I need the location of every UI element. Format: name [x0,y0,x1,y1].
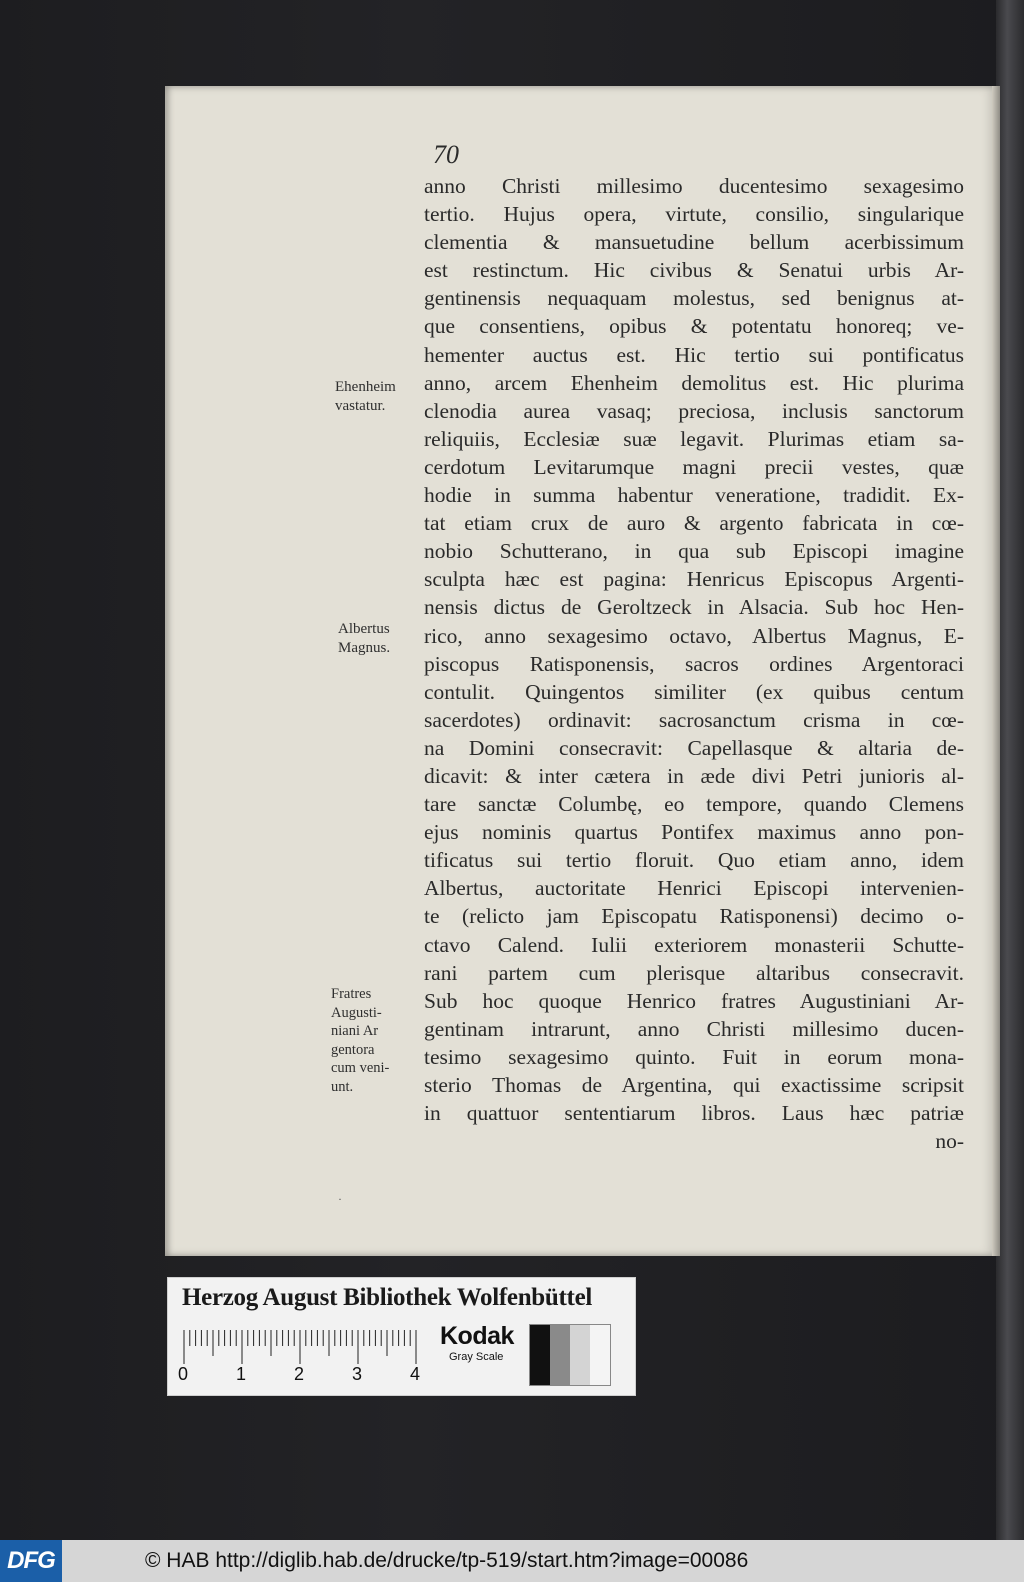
text-line: tificatus sui tertio floruit. Quo etiam anno, idem [424,848,964,873]
text-line: nobio Schutterano, in qua sub Episcopi imagine [424,539,964,564]
text-line: rico, anno sexagesimo octavo, Albertus Magnus, E- [424,623,964,648]
text-line: na Domini consecravit: Capellasque & altaria de- [424,735,964,760]
text-line: nensis dictus de Geroltzeck in Alsacia. Sub hoc Hen- [424,595,964,620]
margin-note-line: vastatur. [335,398,386,414]
text-line: piscopus Ratisponensis, sacros ordines Argentoraci [424,651,964,676]
library-title: Herzog August Bibliothek Wolfenbüttel [182,1284,593,1311]
text-line: clementia & mansuetudine bellum acerbissimum [424,230,964,255]
dfg-logo: DFG [0,1540,62,1582]
gray-scale-label: Gray Scale [449,1351,504,1363]
ruler-number: 1 [236,1364,247,1384]
text-line: hementer auctus est. Hic tertio sui pontificatus [424,342,964,367]
page-number: 70 [433,140,459,169]
text-line: sacerdotes) ordinavit: sacrosanctum crisma in cœ- [424,707,964,732]
text-line: tat etiam crux de auro & argento fabricata in cœ- [424,511,964,536]
text-line: anno, arcem Ehenheim demolitus est. Hic plurima [424,370,964,395]
ruler-numbers [178,1364,421,1388]
body-text [424,172,964,1155]
text-line: in quattuor sententiarum libros. Laus hæc patriæ [424,1101,964,1126]
text-line: hodie in summa habentur veneratione, tradidit. Ex- [424,483,964,508]
gray-scale-patches [529,1324,611,1386]
book-edge [996,0,1024,1540]
text-line: rani partem cum plerisque altaribus consecravit. [424,960,964,985]
margin-note-line: cum veni- [331,1060,390,1076]
ruler-number: 2 [294,1364,305,1384]
text-line: sculpta hæc est pagina: Henricus Episcopus Argenti- [424,567,964,592]
margin-note-line: gentora [331,1041,375,1058]
margin-note-line: Augusti- [331,1004,382,1021]
gray-patch [590,1325,610,1385]
text-line: que consentiens, opibus & potentatu honoreq; ve- [424,314,964,339]
ruler-number: 3 [352,1364,363,1384]
text-line: gentinam intrarunt, anno Christi millesimo ducen- [424,1016,964,1041]
footer-credit-link[interactable]: © HAB http://diglib.hab.de/drucke/tp-519/start.htm?image=00086 [145,1549,749,1572]
text-line: sterio Thomas de Argentina, qui exactissime scripsit [424,1073,964,1097]
footer-bar [0,1540,1024,1582]
text-line: te (relicto jam Episcopatu Ratisponensi) decimo o- [424,904,964,929]
margin-note-line: unt. [331,1078,354,1095]
text-line: dicavit: & inter cætera in æde divi Petri junioris al- [424,763,964,788]
text-line: clenodia aurea vasaq; preciosa, inclusis sanctorum [424,398,964,423]
margin-note-albertus [338,620,424,658]
margin-note-line: Magnus. [338,640,391,656]
page-edge-shadow [992,86,1000,1256]
gray-patch [530,1325,550,1385]
margin-note-line: niani Ar [331,1023,379,1039]
text-line: tertio. Hujus opera, virtute, consilio, singularique [424,202,964,227]
text-line: Albertus, auctoritate Henrici Episcopi intervenien- [424,876,964,901]
gray-patch [550,1325,570,1385]
ruler-number: 4 [410,1364,421,1384]
text-line: cerdotum Levitarumque magni precii vestes, quæ [424,454,964,479]
gray-patch [570,1325,590,1385]
ruler-scale [182,1326,422,1366]
text-line: anno Christi millesimo ducentesimo sexagesimo [424,174,964,198]
margin-note-line: Albertus [338,621,390,637]
text-line: est restinctum. Hic civibus & Senatui urbis Ar- [424,258,964,283]
text-line: gentinensis nequaquam molestus, sed benignus at- [424,286,964,311]
text-line: reliquiis, Ecclesiæ suæ legavit. Plurimas etiam sa- [424,426,964,451]
text-line: Sub hoc quoque Henrico fratres Augustiniani Ar- [424,988,964,1013]
text-line: ctavo Calend. Iulii exteriorem monasterii Schutte- [424,932,964,957]
text-line: tesimo sexagesimo quinto. Fuit in eorum mona- [424,1044,964,1069]
ruler-number: 0 [178,1364,189,1384]
margin-note-line: Fratres [331,986,372,1002]
catchword: no- [935,1129,964,1154]
margin-note-ehenheim [335,378,421,416]
text-line: contulit. Quingentos similiter (ex quibus centum [424,679,964,704]
color-calibration-card [167,1277,636,1396]
margin-note-fratres [331,985,417,1096]
ink-smudge: · [338,1192,342,1206]
margin-note-line: Ehenheim [335,379,396,395]
text-line: tare sanctæ Columbę, eo tempore, quando Clemens [424,792,964,817]
kodak-logo: Kodak [440,1322,514,1350]
text-line: ejus nominis quartus Pontifex maximus anno pon- [424,820,964,845]
